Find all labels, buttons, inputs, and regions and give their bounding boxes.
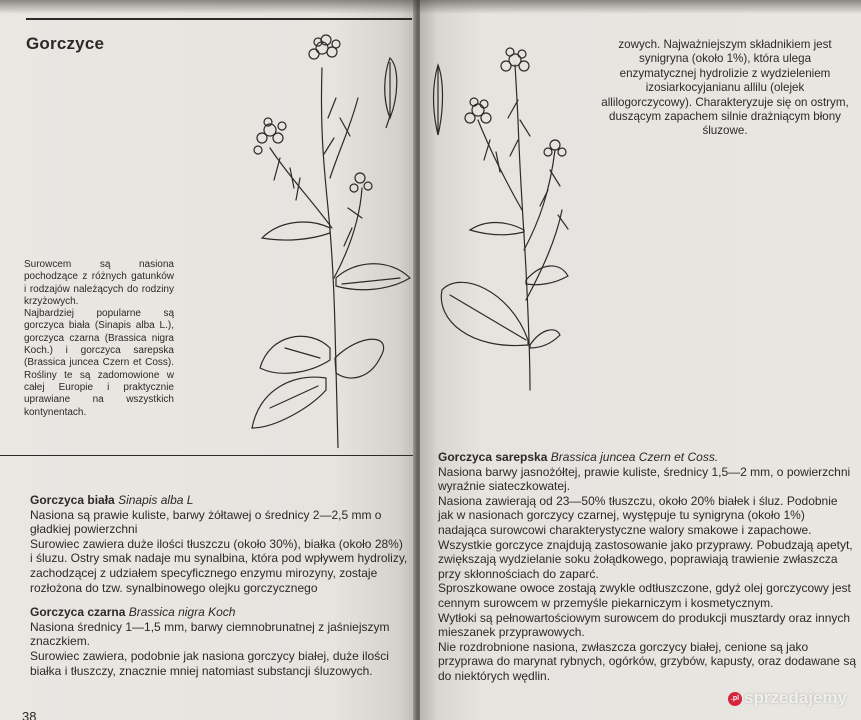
mustard-plant-illustration (240, 28, 415, 448)
side-paragraph: Surowcem są nasiona pochodzące z różnych gatunków i rodzajów należących do rodziny krzyżowych. (24, 259, 174, 307)
side-paragraph: Najbardziej popularne są gorczyca biała (Sinapis alba L.), gorczyca czarna (Brassica nigra Koch.) i gorczyca sarepska (Brassica juncea Czern et Coss). Rośliny te są zadomowione w całej Europie i praktycznie uprawiane na wszystkich kontynentach. (24, 308, 174, 418)
heading-latin: Sinapis alba L (118, 493, 194, 507)
heading-latin: Brassica juncea Czern et Coss. (550, 450, 719, 464)
watermark-suffix: .pl (728, 692, 742, 706)
section-heading (30, 493, 408, 508)
paragraph: Surowiec zawiera duże ilości tłuszczu (około 30%), białka (około 28%) i śluzu. Ostry smak nadaje mu synalbina, która pod wpływem hydrolizy, zachodzącej z udziałem specyficznego enzymu mirozyny, zostaje rozłożona do tzw. synalbinowego olejku gorczycznego (30, 536, 408, 595)
top-shadow (0, 0, 861, 14)
paragraph: Wszystkie gorczyce znajdują zastosowanie jako przyprawy. Pobudzają apetyt, zwiększają wydzielanie soku żołądkowego, poprawiają trawienie zwłaszcza przy skłonnościach do zaparć. (438, 537, 853, 581)
paragraph: Nasiona zawierają od 23—50% tłuszczu, około 20% białek i śluz. Podobnie jak w nasionach gorczycy czarnej, występuje tu synigryna (około 1%) nadająca surowcowi charakterystyczne walory smakowe i zapachowe. (438, 493, 838, 537)
paragraph: Sproszkowane owoce zostają zwykle odtłuszczone, gdyż olej gorczycowy jest cennym surowcem w przemyśle piekarniczym i kosmetycznym. (438, 581, 851, 610)
section-heading (30, 605, 408, 620)
right-page (420, 0, 861, 720)
paragraph: Nasiona są prawie kuliste, barwy żółtawej o średnicy 2—2,5 mm o gładkiej powierzchni (30, 507, 382, 537)
left-page (0, 0, 416, 720)
heading-latin: Brassica nigra Koch (128, 605, 236, 620)
paragraph: Surowiec zawiera, podobnie jak nasiona gorczycy białej, duże ilości białka i tłuszczy, znacznie mniej natomiast substancji śluzowych. (30, 648, 389, 678)
heading-name: Gorczyca biała (30, 493, 115, 507)
page-number: 38 (22, 709, 37, 720)
paragraph: Nie rozdrobnione nasiona, zwłaszcza gorczycy białej, cenione są jako przyprawa do marynat rybnych, ogórków, grzybów, kapusty, oraz dodawane są do niektórych wędlin. (438, 639, 856, 683)
heading-name: Gorczyca czarna (30, 605, 126, 620)
heading-name: Gorczyca sarepska (438, 450, 548, 464)
right-top-paragraph: zowych. Najważniejszym składnikiem jest synigryna (około 1%), która ulega enzymatycznej hydrolizie z wydzieleniem izosiarkocyjanianu allilu (olejek allilogorczycowy). Charakteryzuje się on ostrym, duszącym zapachem silnie drażniącym błony śluzowe. (601, 38, 849, 138)
watermark-text: sprzedajemy (744, 688, 847, 707)
right-body-text (438, 450, 856, 684)
watermark (728, 688, 847, 708)
page-title: Gorczyce (26, 34, 105, 53)
section-rule (0, 455, 416, 456)
paragraph: Wytłoki są pełnowartościowym surowcem do produkcji musztardy oraz innych mieszanek przyprawowych. (438, 610, 851, 640)
side-text (24, 259, 174, 419)
paragraph: Nasiona barwy jasnożółtej, prawie kuliste, średnicy 1,5—2 mm, o powierzchni wyraźnie siateczkowatej. (438, 464, 851, 494)
section-heading (438, 450, 856, 465)
top-rule (26, 18, 412, 20)
left-body-text (30, 493, 408, 678)
mustard-plant-illustration (430, 40, 600, 400)
paragraph: Nasiona średnicy 1—1,5 mm, barwy ciemnobrunatnej z jaśniejszym znaczkiem. (30, 619, 390, 649)
